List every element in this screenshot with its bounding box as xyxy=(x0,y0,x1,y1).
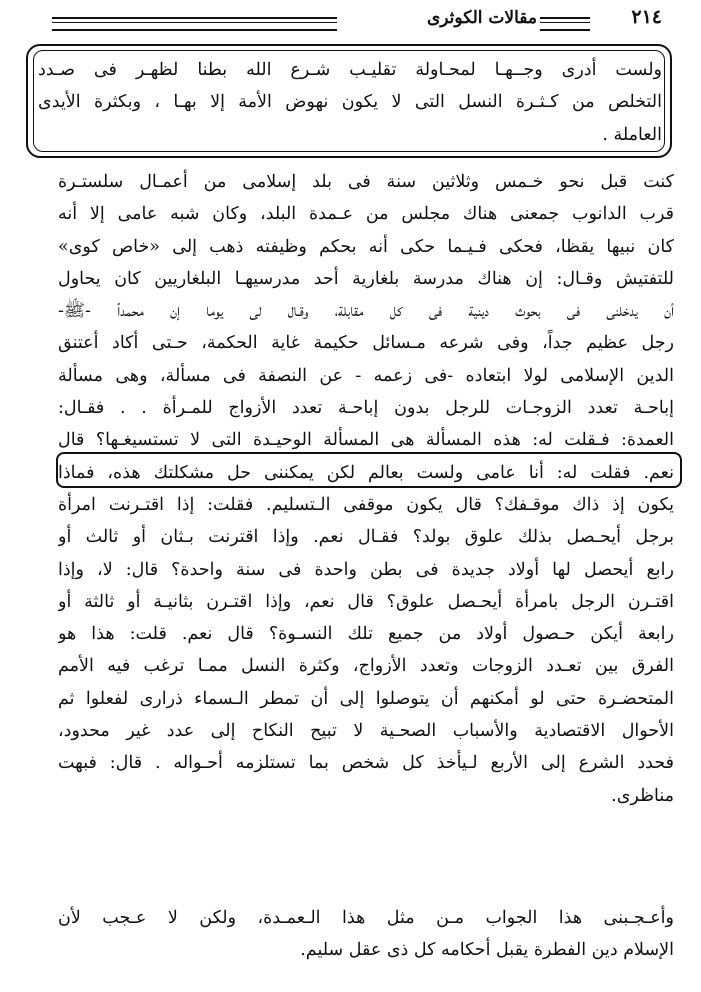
text-line: قرب الدانوب جمعنى هناك مجلس من عـمدة البلد، وكان شبه عامى إلا أنه xyxy=(58,204,674,225)
intro-paragraph xyxy=(38,54,662,151)
text-line: رابع أيحصل لها أولاد جديدة فى بطن واحدة فى سنة واحدة؟ قال: لا، وإذا xyxy=(58,559,674,580)
closing-paragraph xyxy=(58,902,674,967)
text-line: الفرق بين تعـدد الزوجات وتعدد الأزواج، وكثرة النسل ممـا ترغب فيه الأمم xyxy=(58,656,674,677)
text-line: الدين الإسلامى لولا ابتعاده -فى زعمه - عن النصفة فى مسألة، وهى مسألة xyxy=(58,365,674,386)
text-line: الإسلام دين الفطرة يقبل أحكامه كل ذى عقل سليم. xyxy=(300,940,674,961)
text-line: كان نبيها يقظا، فحكى فـيـما حكى أنه بحكم وظيفته ذهب إلى «خاص كوى» xyxy=(58,236,674,257)
text-line: يكون إذ ذاك موقـفك؟ قال يكون موقفى الـتسليم. فقلت: إذا اقتـرنت امرأة xyxy=(58,494,674,515)
text-line: المتحضـرة حتى لو أمكنهم أن يتوصلوا إلى أن تمطر الـسماء ذرارى لفعلوا ثم xyxy=(58,688,674,709)
highlighted-line: إباحـة تعدد الزوجـات للرجل بدون إباحـة تعدد الأزواج للمـرأة . . فقـال: xyxy=(58,398,674,419)
text-line: العمدة: فـقلت له: هذه المسألة هى المسألة الوحيـدة التى لا تستسيغـها؟ قال xyxy=(58,430,674,451)
text-line: العاملة . xyxy=(602,124,662,145)
text-line: برجل أيحـصل بذلك علوق بولد؟ فقـال نعم. وإذا اقترنت بـثان أو ثالث أو xyxy=(58,527,674,548)
text-line: ولست أدرى وجــهـا لمحـاولة تقليـب شـرع الله بطنا لظهـر فى صـدد xyxy=(38,60,662,80)
text-line: رابعة أيكن حـصول أولاد من جميع تلك النسـوة؟ قال نعم. قلت: هذا هو xyxy=(58,624,674,645)
text-line: كنت قبل نحو خـمس وثلاثين سنة فى بلد إسلامى من أعمـال سلستـرة xyxy=(58,172,674,192)
text-line: مناظرى. xyxy=(611,785,674,806)
page-number: ٢١٤ xyxy=(631,6,662,28)
header-ornament-rule xyxy=(540,17,590,31)
text-line: وأعـجـبنى هذا الجواب مـن مثل هذا الـعمـدة، ولكن لا عـجب لأن xyxy=(58,908,674,928)
text-line: الأحوال الاقتصادية والأسباب الصحـية لا تبيح النكاح إلى عدد غير محدود، xyxy=(58,721,674,742)
running-title: مقالات الكوثرى xyxy=(427,8,537,28)
header-ornament-rule xyxy=(52,17,337,31)
text-line: اقتـرن الرجل بامرأة أيحـصل علوق؟ قال نعم، وإذا اقتـرن بثانيـة أو ثالثة أو xyxy=(58,591,674,612)
text-line: فحدد الشرع إلى الأربع لـيأخذ كل شخص بما تستلزمه أحـواله . قال: فبهت xyxy=(58,753,674,774)
text-line: نعم. فقلت له: أنا عامى ولست بعالم لكن يمكننى حل مشكلتك هذه، فماذا xyxy=(58,462,674,483)
page-header xyxy=(52,6,662,36)
text-line: أن يدخلنى فى بحوث دينية فى كل مقابلة، وقـال لى يوما إن محمداً -ﷺ- xyxy=(58,301,674,322)
text-line: للتفتيش وقـال: إن هناك مدرسة بلغارية أحد مدرسيهـا البلغاريين كان يحاول xyxy=(58,268,674,289)
story-paragraph xyxy=(58,166,674,812)
text-line: التخلص من كـثـرة النسل التى لا يكون نهوض الأمة إلا بهـا ، وبكثرة الأيدى xyxy=(38,92,662,113)
text-line: رجل عظيم جداً، وفى شرعه مـسائل حكيمة غاية الحكمة، حـتى أكاد أعتنق xyxy=(58,333,674,354)
